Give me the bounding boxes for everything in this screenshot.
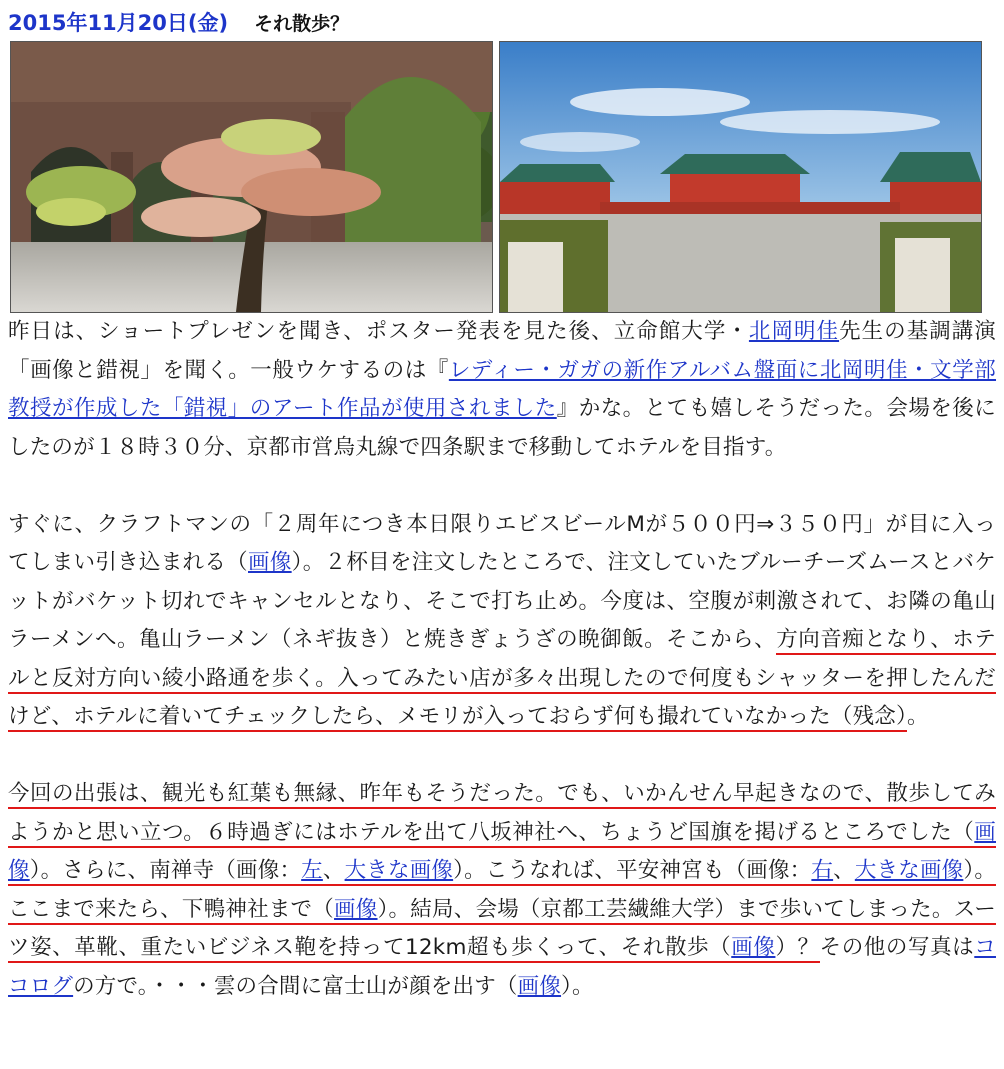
link-nanzenji-left[interactable]: 左 <box>301 858 323 886</box>
paragraph-1 <box>8 313 996 467</box>
link-image-fuji[interactable]: 画像 <box>517 973 562 999</box>
link-image-craftman[interactable]: 画像 <box>248 550 292 575</box>
p3-underlined-5: 、 <box>833 858 855 886</box>
aqueduct-photo <box>10 41 493 313</box>
p1-text-2: 先生の基調講演「画像と錯視」を聞く。一般ウケするのは『 <box>8 319 996 383</box>
p1-text-3: 』かな。とても嬉しそうだった。会場を後にしたのが１８時３０分、京都市営烏丸線で四条駅まで移動してホテルを目指す。 <box>8 396 996 460</box>
link-image-walk[interactable]: 画像 <box>731 935 775 963</box>
link-image-yasaka[interactable]: 画像 <box>8 820 996 887</box>
p3-underlined-7: ）。結局、会場（京都工芸繊維大学）まで歩いてしまった。スーツ姿、革靴、重たいビジネス鞄を持って12km超も歩くって、それ散歩（ <box>8 897 996 964</box>
p3-underlined-1: 今回の出張は、観光も紅葉も無縁、昨年もそうだった。でも、いかんせん早起きなので、散歩してみようかと思い立つ。６時過ぎにはホテルを出て八坂神社へ、ちょうど国旗を掲げるところでした（ <box>8 781 996 848</box>
paragraph-2 <box>8 506 996 737</box>
p3-underlined-2: ）。さらに、南禅寺（画像： <box>30 858 301 886</box>
p2-text-2: ）。２杯目を注文したところで、注文していたブルーチーズムースとバケットがバケット切れでキャンセルとなり、そこで打ち止め。今度は、空腹が刺激されて、お隣の亀山ラーメンへ。亀山ラーメン（ネギ抜き）と焼きぎょうざの晩御飯。そこから、 <box>8 550 997 652</box>
p3-underlined-6: ）。ここまで来たら、下鴨神社まで（ <box>8 858 996 925</box>
shrine-illustration <box>500 42 981 312</box>
link-nanzenji-large[interactable]: 大きな画像 <box>345 858 454 886</box>
paragraph-3 <box>8 775 996 1006</box>
p2-underlined-text: 方向音痴となり、ホテルと反対方向い綾小路通を歩く。入ってみたい店が多々出現したので何度もシャッターを押したんだけど、ホテルに着いてチェックしたら、メモリが入っておらず何も撮れていなかった（残念） <box>8 627 996 732</box>
link-kitaoka[interactable]: 北岡明佳 <box>748 319 840 344</box>
p3-underlined-3: 、 <box>323 858 345 886</box>
p2-text-3: 。 <box>906 704 929 729</box>
aqueduct-illustration <box>11 42 492 312</box>
link-image-shimogamo[interactable]: 画像 <box>334 897 377 925</box>
p3-text-2: の方で。・・・雲の合間に富士山が顔を出す（ <box>73 973 518 999</box>
link-cocolog[interactable]: ココログ <box>8 935 996 999</box>
paragraph-gap <box>8 467 996 506</box>
p2-text-1: すぐに、クラフトマンの「２周年につき本日限りエビスビールMが５００円⇒３５０円」が目に入ってしまい引き込まれる（ <box>8 511 996 575</box>
p3-text-1: その他の写真は <box>819 935 975 960</box>
article-body <box>8 313 996 1006</box>
link-heian-large[interactable]: 大きな画像 <box>855 858 964 886</box>
post-header <box>8 6 349 38</box>
paragraph-gap <box>8 737 996 776</box>
p1-text-1: 昨日は、ショートプレゼンを聞き、ポスター発表を見た後、立命館大学・ <box>8 319 749 344</box>
post-date: 2015年11月20日(金) <box>8 11 229 35</box>
post-title: それ散歩？ <box>254 12 350 35</box>
p3-underlined-8: ）？ <box>775 935 819 963</box>
link-heian-right[interactable]: 右 <box>811 858 833 886</box>
shrine-photo <box>499 41 982 313</box>
link-lady-gaga-article[interactable]: レディー・ガガの新作アルバム盤面に北岡明佳・文学部教授が作成した「錯視」のアート作品が使用されました <box>8 357 997 421</box>
p3-text-3: ）。 <box>561 973 594 999</box>
p3-underlined-4: ）。こうなれば、平安神宮も（画像： <box>453 858 811 886</box>
